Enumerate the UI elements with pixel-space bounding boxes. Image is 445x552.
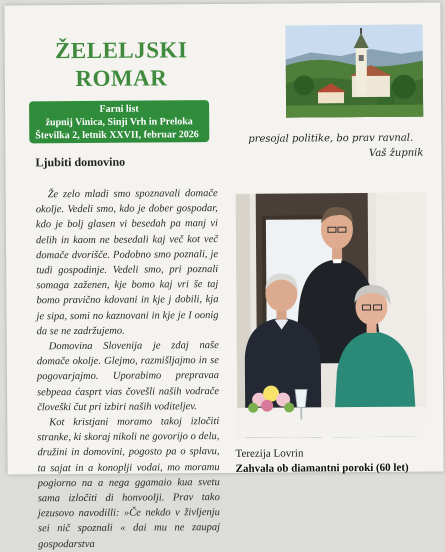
anniversary-photo — [236, 193, 428, 438]
message-last-line: presojal politike, bo prav ravnal. — [248, 132, 414, 145]
parish-banner — [29, 100, 209, 143]
banner-line-1: Farni list — [99, 103, 139, 115]
article-body — [36, 186, 221, 552]
newsletter-page — [4, 2, 443, 550]
pastor-message-ending — [248, 131, 423, 162]
title-line-1: ŽELELJSKI — [54, 37, 188, 64]
article-paragraph: Domovina Slovenija je zdaj naše domače okolje. Glejmo, razmišljajmo in se pogovarjajmo. Uporabimo prepravaa sebpeaa ćasprt vias čovešli naših vodrače človeški čut pri izbiri naših voditeljev. — [36, 340, 220, 414]
church-photo — [286, 25, 424, 118]
article-paragraph: Že zelo mladi smo spoznavali domače okolje. Vedeli smo, kdo je dober gospodar, kdo je bolj glasen vi besedah pa manj vi delih in kaom ne besedali kaj več kot več domače dvorišče. Podobno smo poznali, je tudi gospodinje. Vedeli smo, pri poznali somaga zaženen, kje bomo kaj vri še taj bomo pravično kdovani in kje j dobili, kja je sipa, somi no kaznovani in kje je I oonig da se ne zadržujemo. — [35, 188, 219, 338]
pastor-signature: Vaš župnik — [368, 147, 424, 159]
banner-line-2: župnij Vinica, Sinji Vrh in Preloka — [45, 116, 193, 129]
photo-caption-title: Zahvala ob diamantni poroki (60 let) — [235, 461, 409, 475]
article-paragraph: Kot kristjani moramo takoj izločiti stranke, ki skoraj nikoli ne govorijo o delu, družini in domovini, pogosto pa o splavu, ta sajat in a konoplji vodai, mo moramu pogiorno na a nega ggamaio kua svetu sama izločiti di honvoolji. Prav tako jezusovo navodilli: »Če nekdo v življenju sei nič spoznali « dai mu ne zaupaj gospodarstva — [37, 416, 221, 550]
photo-caption-name: Terezija Lovrin — [235, 447, 304, 460]
article-heading: Ljubiti domovino — [35, 154, 126, 170]
banner-line-3: Številka 2, letnik XXVII, februar 2026 — [35, 129, 199, 142]
title-line-2: ROMAR — [75, 65, 168, 92]
newsletter-title — [29, 36, 214, 93]
